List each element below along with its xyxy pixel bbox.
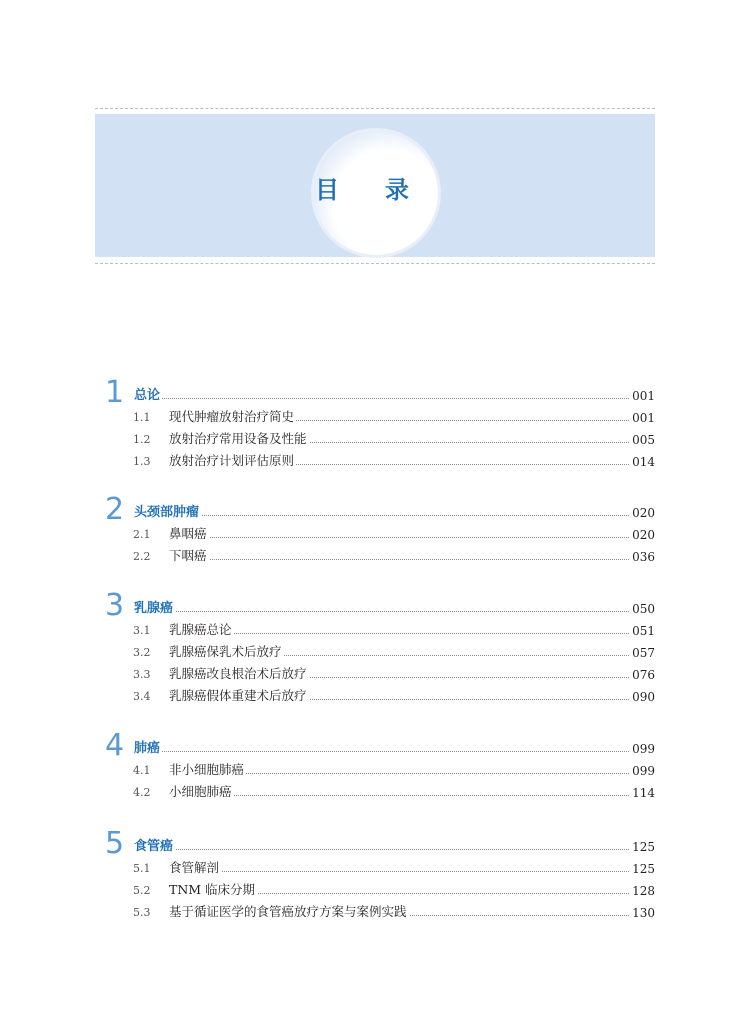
page-number: 005 bbox=[632, 433, 655, 447]
dot-leader bbox=[169, 559, 633, 560]
section-entry[interactable] bbox=[105, 757, 655, 779]
section-entry[interactable] bbox=[105, 899, 655, 921]
dot-leader bbox=[134, 515, 633, 516]
page-number: 020 bbox=[632, 506, 655, 520]
section-number: 2.2 bbox=[133, 550, 151, 563]
section-title: 鼻咽癌 bbox=[169, 526, 207, 541]
section-number: 3.1 bbox=[133, 624, 151, 637]
chapter-number: 4 bbox=[105, 728, 125, 763]
section-entry[interactable] bbox=[105, 617, 655, 639]
dot-leader bbox=[169, 871, 633, 872]
banner-bottom-dotted-line bbox=[95, 263, 655, 264]
section-entry[interactable] bbox=[105, 404, 655, 426]
section-number: 1.3 bbox=[133, 455, 151, 468]
section-number: 5.2 bbox=[133, 884, 151, 897]
section-number: 3.4 bbox=[133, 690, 151, 703]
dot-leader bbox=[169, 633, 633, 634]
chapter-entry[interactable] bbox=[105, 492, 655, 527]
section-entry[interactable] bbox=[105, 426, 655, 448]
chapter-title: 食管癌 bbox=[134, 835, 175, 854]
section-title: 下咽癌 bbox=[169, 548, 207, 563]
chapter-entry[interactable] bbox=[105, 588, 655, 623]
section-title: 小细胞肺癌 bbox=[169, 784, 232, 799]
chapter-title: 肺癌 bbox=[134, 737, 162, 756]
section-number: 1.1 bbox=[133, 411, 151, 424]
section-entry[interactable] bbox=[105, 779, 655, 801]
page-number: 130 bbox=[632, 906, 655, 920]
chapter-number: 5 bbox=[105, 826, 125, 861]
section-entry[interactable] bbox=[105, 448, 655, 470]
section-title: 放射治疗计划评估原则 bbox=[169, 453, 295, 468]
page-number: 125 bbox=[632, 862, 655, 876]
page-number: 051 bbox=[632, 624, 655, 638]
dot-leader bbox=[169, 537, 633, 538]
page-title: 目录 bbox=[315, 176, 455, 204]
chapter-4 bbox=[105, 728, 655, 801]
dot-leader bbox=[134, 849, 633, 850]
page-number: 057 bbox=[632, 646, 655, 660]
page-number: 014 bbox=[632, 455, 655, 469]
page-number: 114 bbox=[632, 786, 655, 800]
section-entry[interactable] bbox=[105, 661, 655, 683]
page-number: 128 bbox=[632, 884, 655, 898]
chapter-2 bbox=[105, 492, 655, 565]
section-entry[interactable] bbox=[105, 855, 655, 877]
section-entry[interactable] bbox=[105, 877, 655, 899]
section-title: 乳腺癌改良根治术后放疗 bbox=[169, 666, 307, 681]
section-title: 乳腺癌假体重建术后放疗 bbox=[169, 688, 307, 703]
chapter-title: 总论 bbox=[134, 384, 162, 403]
section-entry[interactable] bbox=[105, 521, 655, 543]
page-number: 001 bbox=[632, 411, 655, 425]
section-title: 基于循证医学的食管癌放疗方案与案例实践 bbox=[169, 904, 407, 919]
section-number: 5.1 bbox=[133, 862, 151, 875]
section-number: 3.2 bbox=[133, 646, 151, 659]
chapter-3 bbox=[105, 588, 655, 705]
page-number: 001 bbox=[632, 389, 655, 403]
chapter-number: 3 bbox=[105, 588, 125, 623]
chapter-entry[interactable] bbox=[105, 826, 655, 861]
section-entry[interactable] bbox=[105, 639, 655, 661]
section-number: 4.2 bbox=[133, 786, 151, 799]
chapter-number: 1 bbox=[105, 375, 125, 410]
page-number: 036 bbox=[632, 550, 655, 564]
chapter-1 bbox=[105, 375, 655, 470]
dot-leader bbox=[134, 611, 633, 612]
chapter-title: 头颈部肿瘤 bbox=[134, 501, 201, 520]
dot-leader bbox=[169, 795, 633, 796]
section-number: 2.1 bbox=[133, 528, 151, 541]
dot-leader bbox=[134, 751, 633, 752]
section-number: 4.1 bbox=[133, 764, 151, 777]
chapter-title: 乳腺癌 bbox=[134, 597, 175, 616]
section-title: 乳腺癌保乳术后放疗 bbox=[169, 644, 282, 659]
chapter-entry[interactable] bbox=[105, 728, 655, 763]
section-title: 放射治疗常用设备及性能 bbox=[169, 431, 307, 446]
dot-leader bbox=[134, 398, 633, 399]
banner-top-dotted-line bbox=[95, 108, 655, 109]
page-number: 099 bbox=[632, 764, 655, 778]
section-number: 1.2 bbox=[133, 433, 151, 446]
chapter-entry[interactable] bbox=[105, 375, 655, 410]
section-title: 现代肿瘤放射治疗简史 bbox=[169, 409, 295, 424]
section-number: 3.3 bbox=[133, 668, 151, 681]
section-title: 乳腺癌总论 bbox=[169, 622, 232, 637]
page-number: 050 bbox=[632, 602, 655, 616]
page-number: 090 bbox=[632, 690, 655, 704]
section-title: 食管解剖 bbox=[169, 860, 220, 875]
chapter-5 bbox=[105, 826, 655, 921]
section-entry[interactable] bbox=[105, 543, 655, 565]
section-entry[interactable] bbox=[105, 683, 655, 705]
section-title: TNM 临床分期 bbox=[169, 882, 256, 897]
page-number: 125 bbox=[632, 840, 655, 854]
section-number: 5.3 bbox=[133, 906, 151, 919]
page-number: 076 bbox=[632, 668, 655, 682]
page-number: 099 bbox=[632, 742, 655, 756]
chapter-number: 2 bbox=[105, 492, 125, 527]
page-number: 020 bbox=[632, 528, 655, 542]
section-title: 非小细胞肺癌 bbox=[169, 762, 245, 777]
